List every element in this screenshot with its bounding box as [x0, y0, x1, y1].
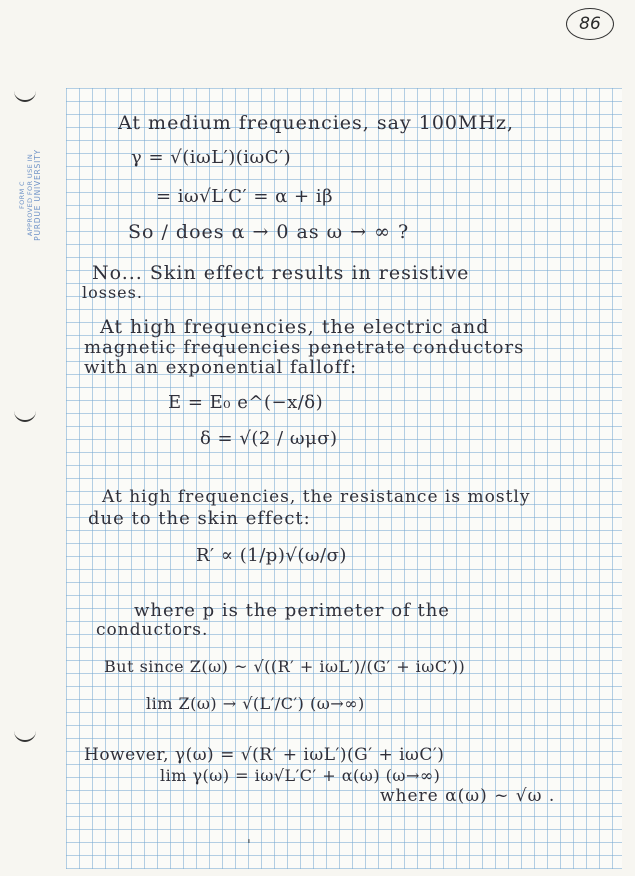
equation-line: lim Z(ω) → √(L′/C′) (ω→∞)	[146, 694, 365, 713]
binder-hole-mark	[14, 408, 36, 422]
side-stamp-line: FORM C	[18, 181, 26, 209]
side-stamp-line: PURDUE UNIVERSITY	[33, 149, 42, 241]
binder-hole-mark	[14, 728, 36, 742]
note-line: where p is the perimeter of the	[134, 600, 450, 621]
equation-line: R′ ∝ (1/p)√(ω/σ)	[196, 545, 347, 566]
side-stamp	[18, 90, 42, 300]
note-line: magnetic frequencies penetrate conductors	[84, 337, 525, 358]
note-line: conductors.	[96, 620, 209, 640]
note-line: No... Skin effect results in resistive	[92, 262, 470, 284]
equation-line: = iω√L′C′ = α + iβ	[156, 186, 333, 207]
note-line: with an exponential falloff:	[84, 357, 358, 378]
note-line: At medium frequencies, say 100MHz,	[118, 112, 515, 134]
equation-line: lim γ(ω) = iω√L′C′ + α(ω) (ω→∞)	[160, 766, 441, 785]
note-line: At high frequencies, the electric and	[100, 316, 490, 338]
note-line: where α(ω) ~ √ω .	[380, 786, 556, 806]
equation-line: E = E₀ e^(−x/δ)	[168, 392, 324, 413]
equation-line: γ = √(iωL′)(iωC′)	[131, 147, 292, 168]
note-line: So / does α → 0 as ω → ∞ ?	[128, 221, 410, 243]
note-line: due to the skin effect:	[88, 508, 311, 529]
side-stamp-line: APPROVED FOR USE IN	[26, 153, 34, 237]
page-number: 86	[566, 8, 614, 40]
stray-mark: ˈ	[247, 838, 251, 854]
equation-line: δ = √(2 / ωμσ)	[200, 428, 338, 449]
equation-line: However, γ(ω) = √(R′ + iωL′)(G′ + iωC′)	[84, 745, 445, 765]
note-line: At high frequencies, the resistance is mostly	[102, 487, 531, 507]
equation-line: But since Z(ω) ~ √((R′ + iωL′)/(G′ + iωC′))	[104, 657, 466, 676]
note-line: losses.	[82, 283, 143, 302]
